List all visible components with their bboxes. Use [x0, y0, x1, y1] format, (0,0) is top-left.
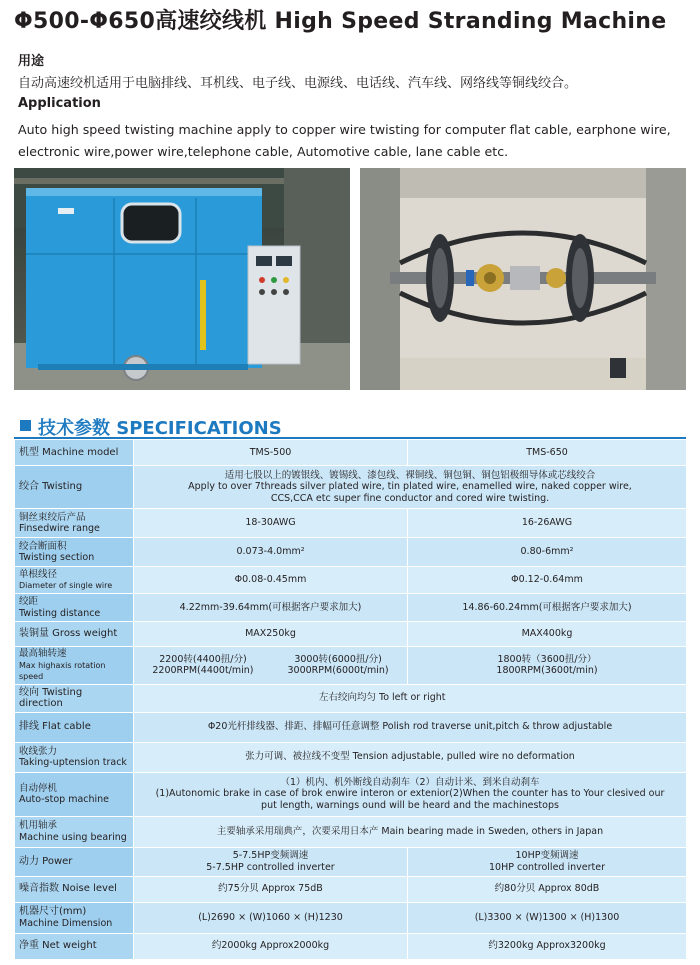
machine-exterior-photo — [14, 168, 350, 390]
spec-value-tms500: 0.073-4.0mm² — [134, 538, 408, 567]
speed-option-b: 3000转(6000扭/分) 3000RPM(6000t/min) — [287, 653, 389, 677]
spec-label: 最高轴转速 Max highaxis rotation speed — [15, 647, 134, 685]
spec-row — [15, 847, 687, 876]
spec-value-tms650: 16-26AWG — [408, 509, 687, 538]
spec-value-tms500: 约75分贝 Approx 75dB — [134, 876, 408, 902]
spec-value-tms650: 14.86-60.24mm(可根据客户要求加大) — [408, 594, 687, 622]
spec-label: 排线 Flat cable — [15, 712, 134, 742]
spec-value-tms500: (L)2690 × (W)1060 × (H)1230 — [134, 902, 408, 933]
spec-label: 装铜量 Gross weight — [15, 622, 134, 647]
spec-label: 净重 Net weight — [15, 933, 134, 959]
spec-value-tms650: 约3200kg Approx3200kg — [408, 933, 687, 959]
spec-value-tms500: Φ0.08-0.45mm — [134, 567, 408, 594]
spec-value-tms650: 10HP变频调速 10HP controlled inverter — [408, 847, 687, 876]
application-text-en: Auto high speed twisting machine apply to copper wire twisting for computer flat cable, earphone wire, electronic wire,power wire,telephone cable, Automotive cable, lane cable etc. — [18, 122, 671, 159]
spec-value-tms500: 4.22mm-39.64mm(可根据客户要求加大) — [134, 594, 408, 622]
square-bullet-icon — [20, 420, 31, 431]
spec-value-tms650: MAX400kg — [408, 622, 687, 647]
application-text-cn: 自动高速绞机适用于电脑排线、耳机线、电子线、电源线、电话线、汽车线、网络线等铜线绞合。 — [18, 76, 578, 91]
spec-label: 机用轴承 Machine using bearing — [15, 816, 134, 847]
spec-value-tms650: 1800转（3600扭/分） 1800RPM(3600t/min) — [408, 647, 687, 685]
specifications-title: 技术参数 SPECIFICATIONS — [38, 418, 282, 439]
spec-value-shared: 适用七股以上的镀银线、镀锡线、漆包线、裸铜线、铜包铜、铜包铝极细导体或芯线绞合 Apply to over 7threads silver plated wire, tin plated wire, enamelled wire, naked copper wire, CCS,CCA etc super fine conductor and cored wire twisting. — [134, 466, 687, 509]
spec-label: 绞向 Twisting direction — [15, 684, 134, 712]
spec-row — [15, 567, 687, 594]
spec-label: 绞合 Twisting — [15, 466, 134, 509]
spec-row — [15, 538, 687, 567]
spec-value-tms500: TMS-500 — [134, 440, 408, 466]
spec-value-tms500 — [134, 647, 408, 685]
specifications-header — [14, 412, 686, 439]
spec-row — [15, 594, 687, 622]
speed-option-a: 2200转(4400扭/分) 2200RPM(4400t/min) — [152, 653, 254, 677]
spec-row — [15, 876, 687, 902]
spec-row — [15, 902, 687, 933]
application-heading-en: Application — [18, 96, 101, 111]
spec-value-tms650: TMS-650 — [408, 440, 687, 466]
application-heading-cn: 用途 — [18, 54, 45, 69]
spec-value-shared: （1）机内、机外断线自动刹车（2）自动计米、到米自动刹车 (1)Autonomic brake in case of brok enwire interon or extenior(2)When the counter has to Your clesived our put length, warnings ound will be heard and the machinestops — [134, 772, 687, 816]
specifications-table — [14, 439, 687, 960]
spec-value-shared: 张力可调、被拉线不变型 Tension adjustable, pulled wire no deformation — [134, 742, 687, 772]
spec-label: 绞合断面积 Twisting section — [15, 538, 134, 567]
spec-value-tms650: (L)3300 × (W)1300 × (H)1300 — [408, 902, 687, 933]
spec-row — [15, 712, 687, 742]
spec-label: 铜丝束绞后产品 Finsedwire range — [15, 509, 134, 538]
spec-row — [15, 509, 687, 538]
spec-row — [15, 816, 687, 847]
spec-row — [15, 742, 687, 772]
spec-row — [15, 466, 687, 509]
spec-row — [15, 684, 687, 712]
spec-label: 机型 Machine model — [15, 440, 134, 466]
spec-label: 自动停机 Auto-stop machine — [15, 772, 134, 816]
spec-label: 机器尺寸(mm) Machine Dimension — [15, 902, 134, 933]
spec-row — [15, 622, 687, 647]
spec-label: 动力 Power — [15, 847, 134, 876]
spec-value-shared: 主要轴承采用瑞典产，次要采用日本产 Main bearing made in Sweden, others in Japan — [134, 816, 687, 847]
spec-value-tms500: MAX250kg — [134, 622, 408, 647]
spec-label: 单根线径 Diameter of single wire — [15, 567, 134, 594]
spec-value-shared: 左右绞向均匀 To left or right — [134, 684, 687, 712]
twisting-mechanism-photo — [360, 168, 686, 390]
spec-label: 收线张力 Taking-uptension track — [15, 742, 134, 772]
spec-value-tms500: 约2000kg Approx2000kg — [134, 933, 408, 959]
spec-label: 绞距 Twisting distance — [15, 594, 134, 622]
spec-row — [15, 933, 687, 959]
spec-value-tms500: 5-7.5HP变频调速 5-7.5HP controlled inverter — [134, 847, 408, 876]
spec-value-tms650: 约80分贝 Approx 80dB — [408, 876, 687, 902]
spec-row — [15, 647, 687, 685]
spec-value-tms650: Φ0.12-0.64mm — [408, 567, 687, 594]
spec-label: 噪音指数 Noise level — [15, 876, 134, 902]
spec-row — [15, 772, 687, 816]
spec-value-tms650: 0.80-6mm² — [408, 538, 687, 567]
page-title: Φ500-Φ650高速绞线机 High Speed Stranding Machine — [14, 9, 667, 34]
spec-row — [15, 440, 687, 466]
spec-value-tms500: 18-30AWG — [134, 509, 408, 538]
spec-value-shared: Φ20光杆排线器、排距、排幅可任意调整 Polish rod traverse unit,pitch & throw adjustable — [134, 712, 687, 742]
